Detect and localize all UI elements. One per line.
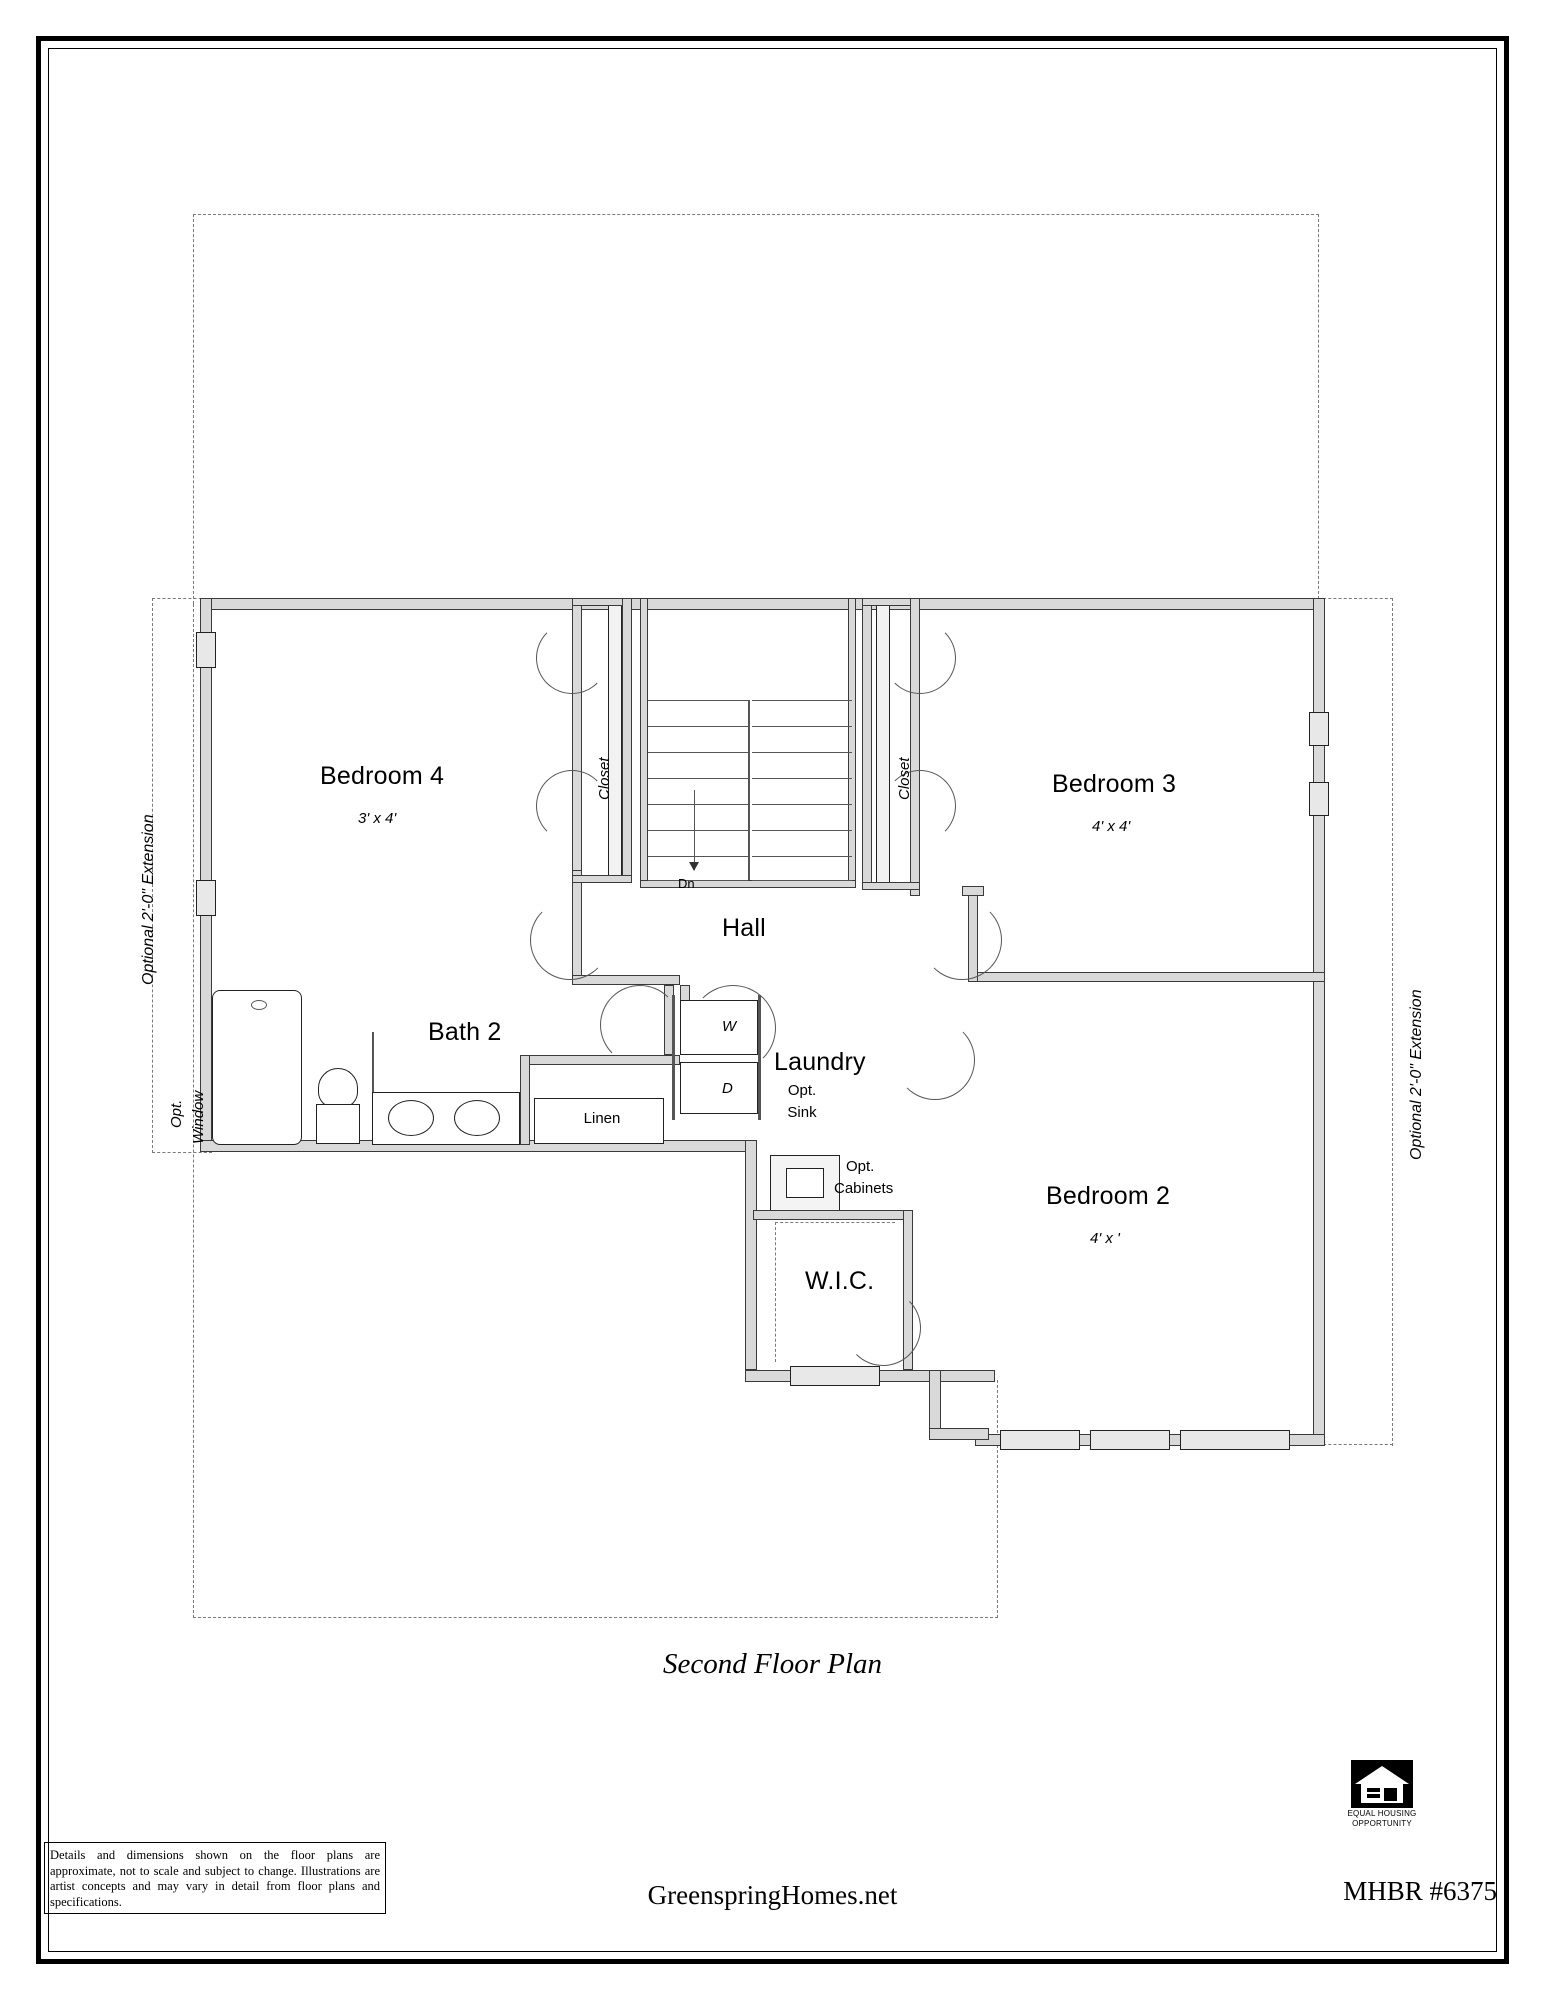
- closet-label-right: Closet: [896, 757, 913, 800]
- room-dim-bedroom-4: 3' x 4': [358, 810, 397, 827]
- washer-label: W: [722, 1018, 737, 1035]
- equal-housing-logo: [1334, 1760, 1430, 1829]
- opt-cabinets-label-line2: Cabinets: [834, 1180, 894, 1197]
- window-right-lower: [1309, 782, 1329, 816]
- wall-wic-left: [745, 1140, 757, 1370]
- wall-jog-horizontal: [929, 1428, 989, 1440]
- wall-closet-right-left: [862, 598, 872, 888]
- website-label: GreenspringHomes.net: [647, 1880, 898, 1910]
- opt-cabinets-label-line1: Opt.: [846, 1158, 875, 1175]
- door-bed4-closet-upper: [536, 622, 608, 694]
- extension-outline-right-bottom: [1318, 1444, 1393, 1445]
- closet-left-shelf: [608, 604, 622, 880]
- room-label-bedroom-3: Bedroom 3: [1052, 770, 1177, 798]
- room-label-laundry: Laundry: [774, 1048, 866, 1076]
- extension-outline-bottom: [193, 1617, 998, 1618]
- door-bed2-entry: [895, 1020, 975, 1100]
- stairs-lower-flight: [648, 700, 748, 880]
- tub-drain-icon: [251, 1000, 267, 1010]
- room-label-wic: W.I.C.: [805, 1267, 875, 1295]
- extension-outline-top-right: [1318, 214, 1319, 604]
- door-bed3-entry: [922, 900, 1002, 980]
- sink-basin-right: [454, 1100, 500, 1136]
- room-label-hall: Hall: [722, 914, 766, 942]
- window-bottom-2: [1090, 1430, 1170, 1450]
- wic-shelf-left: [775, 1222, 776, 1362]
- opt-sink-basin: [786, 1168, 824, 1198]
- wall-closet-left-right: [622, 598, 632, 883]
- door-bed4-entry: [530, 900, 610, 980]
- stairs-upper-flight: [752, 700, 852, 880]
- vanity-edge: [372, 1032, 374, 1092]
- room-label-bedroom-4: Bedroom 4: [320, 762, 445, 790]
- window-left-lower: [196, 880, 216, 916]
- window-left-upper: [196, 632, 216, 668]
- door-bed3-closet-lower: [884, 770, 956, 842]
- dryer-label: D: [722, 1080, 733, 1097]
- extension-outline-right: [1392, 598, 1393, 1446]
- door-bath2: [600, 985, 680, 1065]
- door-wic: [845, 1290, 921, 1366]
- opt-sink-label-line1: Opt.: [787, 1082, 817, 1099]
- door-laundry: [690, 985, 776, 1071]
- equal-housing-line1: EQUAL HOUSING: [1347, 1809, 1417, 1818]
- stairs-center-stringer: [748, 700, 750, 880]
- opt-sink-label-line2: Sink: [787, 1104, 817, 1121]
- window-right-upper: [1309, 712, 1329, 746]
- opt-window-label-line1: Opt.: [168, 1099, 185, 1128]
- stairs-direction-arrow-shaft: [694, 790, 695, 870]
- disclaimer-text: Details and dimensions shown on the floor plans are approximate, not to scale and subject to change. Illustrations are artist concepts and may vary in detail from floor plans and specifications.: [50, 1848, 380, 1909]
- extension-outline-right-top: [1318, 598, 1393, 599]
- exterior-wall-top: [200, 598, 1325, 610]
- extension-outline-left-top: [152, 598, 207, 599]
- sink-basin-left: [388, 1100, 434, 1136]
- mhbr-number: MHBR #6375: [1343, 1876, 1497, 1906]
- stairs-direction-arrow-head: [689, 862, 699, 871]
- wall-linen-left: [520, 1055, 530, 1145]
- equal-housing-line2: OPPORTUNITY: [1352, 1819, 1412, 1829]
- toilet: [318, 1068, 358, 1108]
- dryer-box: [680, 1062, 758, 1114]
- window-bottom-1: [1000, 1430, 1080, 1450]
- equal-housing-house-icon: [1351, 1760, 1413, 1808]
- linen-label: Linen: [583, 1110, 621, 1127]
- opt-window-label-line2: Window: [190, 1090, 207, 1144]
- extension-label-right: Optional 2'-0" Extension: [1408, 989, 1425, 1160]
- extension-outline-top: [193, 214, 1319, 215]
- wall-bed3-jamb: [962, 886, 984, 896]
- wall-hall-bath-top: [572, 975, 680, 985]
- extension-label-left: Optional 2'-0" Extension: [140, 814, 157, 985]
- toilet-tank: [316, 1104, 360, 1144]
- extension-outline-top-left: [193, 214, 194, 604]
- wall-closet-right-bottom: [862, 882, 920, 890]
- wall-stair-bottom: [640, 880, 856, 888]
- room-dim-bedroom-3: 4' x 4': [1092, 818, 1131, 835]
- room-dim-bedroom-2: 4' x ': [1090, 1230, 1120, 1247]
- stairs-down-label: Dn: [678, 876, 695, 891]
- window-wic-bottom: [790, 1366, 880, 1386]
- extension-outline-left-bottom: [152, 1152, 212, 1153]
- window-bottom-3: [1180, 1430, 1290, 1450]
- wall-closet-left-bottom: [572, 875, 632, 883]
- door-bed3-closet-upper: [884, 622, 956, 694]
- wall-bed3-bottom: [968, 972, 1325, 982]
- plan-title: Second Floor Plan: [662, 1648, 883, 1680]
- wall-wic-top: [753, 1210, 913, 1220]
- bathtub: [212, 990, 302, 1145]
- room-label-bath-2: Bath 2: [428, 1018, 502, 1046]
- extension-outline-bottom-right: [997, 1380, 998, 1618]
- closet-label-left: Closet: [596, 757, 613, 800]
- exterior-wall-left: [200, 598, 212, 1152]
- wic-shelf-top: [775, 1222, 895, 1223]
- wall-stair-left: [640, 598, 648, 888]
- room-label-bedroom-2: Bedroom 2: [1046, 1182, 1171, 1210]
